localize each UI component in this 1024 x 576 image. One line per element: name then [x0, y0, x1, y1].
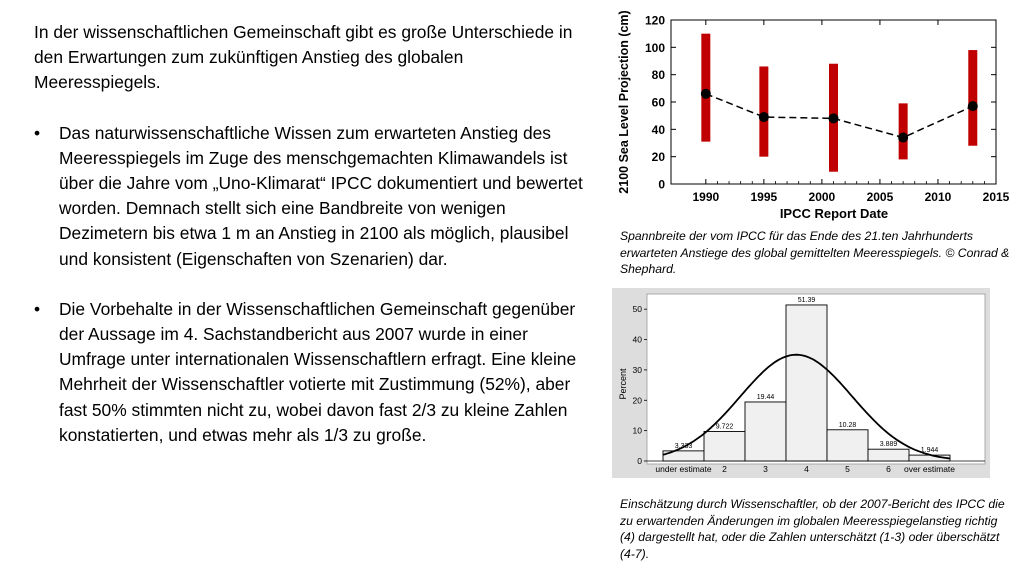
x-axis-label: IPCC Report Date	[779, 206, 889, 221]
bar-value-label: 51.39	[797, 296, 816, 304]
survey-histogram-chart	[612, 288, 990, 478]
central-estimate-point	[759, 112, 769, 122]
histogram-bar	[868, 449, 909, 461]
central-estimate-point	[898, 133, 908, 143]
y-tick-label: 80	[651, 68, 665, 83]
histogram-bar	[827, 430, 868, 461]
bar-value-label: 3.333	[674, 442, 693, 450]
bar-value-label: 1.944	[920, 447, 939, 455]
bullet-dot-icon: •	[34, 122, 41, 143]
x-tick-label: 2005	[866, 190, 894, 204]
y-tick-label: 50	[632, 304, 642, 315]
y-tick-label: 20	[651, 150, 665, 165]
x-tick-label: 2000	[808, 190, 836, 204]
x-tick-label: 6	[886, 464, 891, 474]
bullet-item	[34, 297, 594, 448]
range-bar	[759, 66, 768, 156]
x-tick-label: 1995	[750, 190, 778, 204]
y-tick-label: 0	[637, 456, 642, 466]
histogram-bar	[704, 431, 745, 461]
central-estimate-point	[829, 113, 839, 123]
y-tick-label: 10	[632, 425, 642, 436]
main-text	[34, 20, 594, 448]
intro-paragraph: In der wissenschaftlichen Gemeinschaft gibt es große Unterschiede in den Erwartungen zum zukünftigen Anstieg des globalen Meeresspiegels.	[34, 22, 573, 93]
range-bar	[899, 103, 908, 159]
bullet-list	[34, 121, 594, 448]
y-tick-label: 0	[658, 177, 665, 192]
central-estimate-point	[968, 101, 978, 111]
y-tick-label: 60	[651, 95, 665, 110]
sea-level-projection-chart	[612, 10, 1010, 224]
bar-value-label: 19.44	[756, 393, 775, 401]
y-axis-label: 2100 Sea Level Projection (cm)	[617, 10, 631, 194]
x-tick-label: 2010	[924, 190, 952, 204]
y-tick-label: 120	[644, 13, 665, 28]
bar-value-label: 3.889	[879, 441, 898, 449]
histogram-bar	[745, 402, 786, 461]
bullet-dot-icon: •	[34, 298, 41, 319]
y-tick-label: 100	[644, 40, 665, 55]
bullet-text: Das naturwissenschaftliche Wissen zum erwarteten Anstieg des Meeresspiegels im Zuge des menschgemachten Klimawandels ist über die Jahre vom „Uno-Klimarat“ IPCC dokumentiert und bewertet worden. Demnach stellt sich eine Bandbreite von wenigen Dezimetern bis etwa 1 m an Anstieg in 2100 als möglich, plausibel und konsistent (Eigenschaften von Szenarien) dar.	[59, 122, 583, 269]
y-axis-label: Percent	[618, 368, 628, 400]
x-tick-label: under estimate	[655, 464, 712, 474]
x-tick-label: 3	[763, 464, 768, 474]
x-tick-label: 2015	[982, 190, 1010, 204]
bullet-text: Die Vorbehalte in der Wissenschaftlichen Gemeinschaft gegenüber der Aussage im 4. Sachstandbericht aus 2007 wurde in einer Umfrage unter internationalen Wissenschaftlern erfragt. Eine kleine Mehrheit der Wissenschaftler votierte mit Zustimmung (52%), aber fast 50% stimmten nicht zu, wobei davon fast 2/3 zu kleine Zahlen konstatierten, und etwas mehr als 1/3 zu große.	[59, 298, 577, 445]
y-tick-label: 40	[651, 122, 665, 137]
chart1-caption: Spannbreite der vom IPCC für das Ende des 21.ten Jahrhunderts erwarteten Anstiege des global gemittelten Meeresspiegels. © Conrad & Shephard.	[620, 229, 1010, 276]
histogram-bar	[786, 305, 827, 461]
y-tick-label: 20	[632, 395, 642, 406]
chart2-caption: Einschätzung durch Wissenschaftler, ob der 2007-Bericht des IPCC die zu erwartenden Änderungen im globalen Meeresspiegelanstieg richtig (4) dargestellt hat, oder die Zahlen unterschätzt (1-3) oder überschätzt (4-7).	[620, 497, 1005, 561]
range-bar	[968, 50, 977, 146]
central-estimate-point	[701, 89, 711, 99]
bar-value-label: 9.722	[715, 423, 734, 431]
bar-value-label: 10.28	[838, 421, 857, 429]
x-tick-label: 5	[845, 464, 850, 474]
y-tick-label: 40	[632, 334, 642, 345]
x-tick-label: 1990	[692, 190, 720, 204]
range-bar	[701, 34, 710, 142]
y-tick-label: 30	[632, 364, 642, 375]
x-tick-label: 2	[722, 464, 727, 474]
bullet-item	[34, 121, 594, 272]
x-tick-label: 4	[804, 464, 809, 474]
x-tick-label: over estimate	[903, 464, 956, 474]
